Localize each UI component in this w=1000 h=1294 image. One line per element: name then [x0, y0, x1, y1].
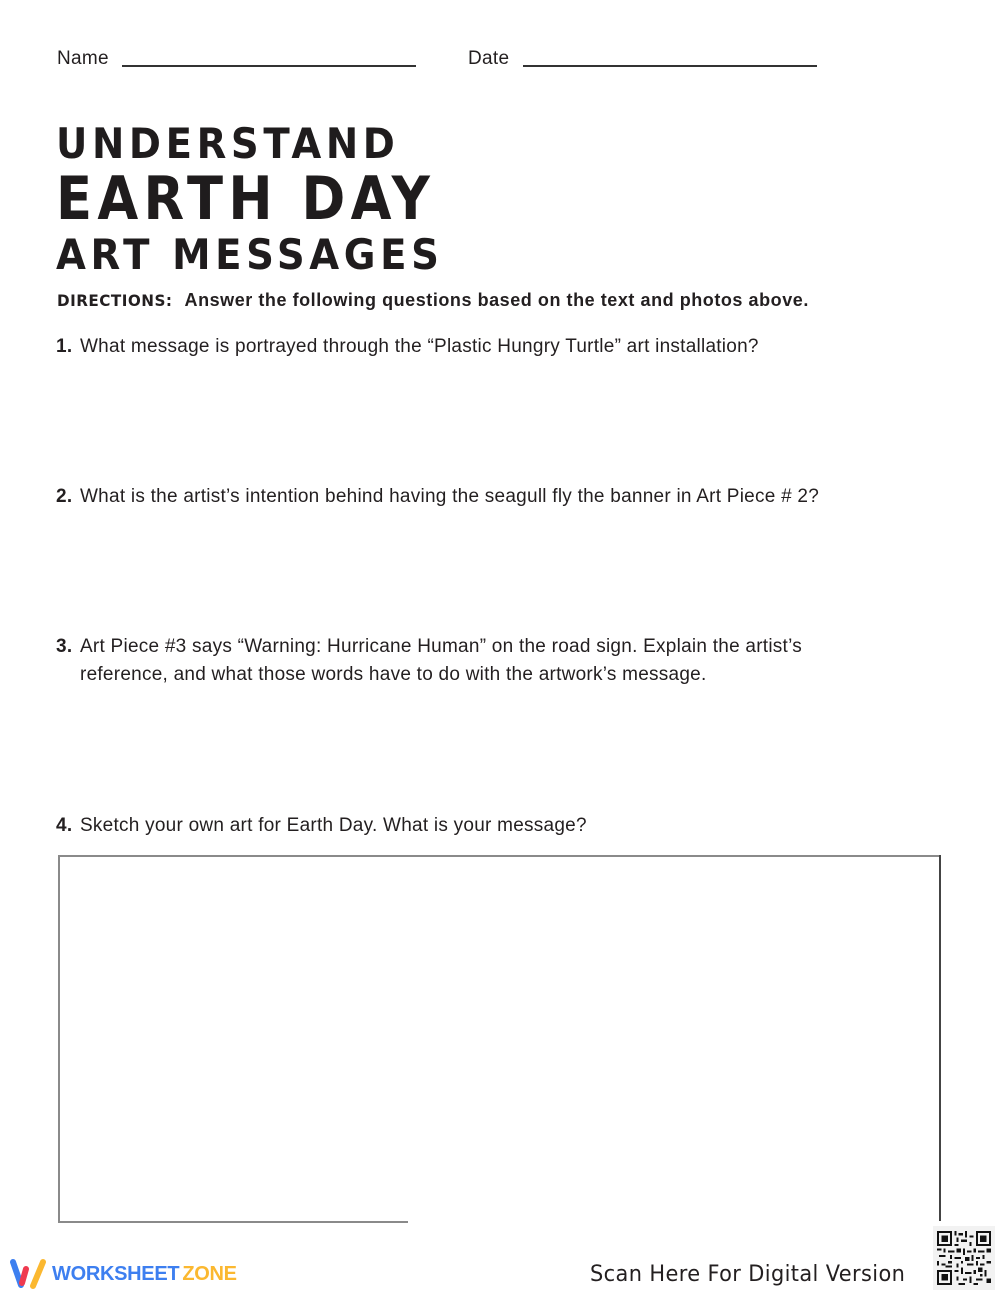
directions	[57, 290, 809, 311]
sketch-box-top-border	[58, 855, 941, 857]
date-field[interactable]	[523, 65, 817, 67]
brand-name-part-1: WORKSHEET	[52, 1262, 180, 1285]
question-1	[56, 333, 936, 361]
worksheetzone-logo[interactable]	[8, 1258, 237, 1290]
question-text-line-2: reference, and what those words have to do with the artwork’s message.	[80, 664, 707, 685]
qr-code[interactable]	[933, 1226, 995, 1290]
brand-name-part-2: ZONE	[182, 1262, 237, 1285]
title-line-1: UNDERSTAND	[56, 119, 400, 168]
title-line-3: ART MESSAGES	[56, 230, 444, 279]
worksheetzone-logo-icon	[8, 1258, 48, 1290]
question-text-line-1: Art Piece #3 says “Warning: Hurricane Human” on the road sign. Explain the artist’s	[80, 636, 802, 657]
sketch-box-left-border	[58, 855, 60, 1223]
date-label: Date	[468, 48, 510, 69]
question-text: What message is portrayed through the “Plastic Hungry Turtle” art installation?	[80, 336, 759, 357]
sketch-box-right-border	[939, 855, 941, 1221]
directions-text: Answer the following questions based on the text and photos above.	[184, 290, 809, 310]
name-field[interactable]	[122, 65, 416, 67]
sketch-box-bottom-border	[58, 1221, 408, 1223]
directions-label: DIRECTIONS:	[57, 291, 173, 310]
question-number: 4.	[56, 815, 73, 836]
question-number: 2.	[56, 486, 73, 507]
question-2	[56, 483, 936, 511]
title-line-2: EARTH DAY	[56, 164, 436, 234]
sketch-area[interactable]	[60, 857, 939, 1221]
question-3	[56, 633, 936, 689]
name-label: Name	[57, 48, 109, 69]
question-text: Sketch your own art for Earth Day. What is your message?	[80, 815, 587, 836]
question-4	[56, 812, 936, 840]
scan-here-text: Scan Here For Digital Version	[590, 1262, 906, 1287]
question-number: 1.	[56, 336, 73, 357]
qr-code-icon	[937, 1230, 991, 1286]
question-number: 3.	[56, 636, 73, 657]
question-text: What is the artist’s intention behind having the seagull fly the banner in Art Piece # 2?	[80, 486, 820, 507]
